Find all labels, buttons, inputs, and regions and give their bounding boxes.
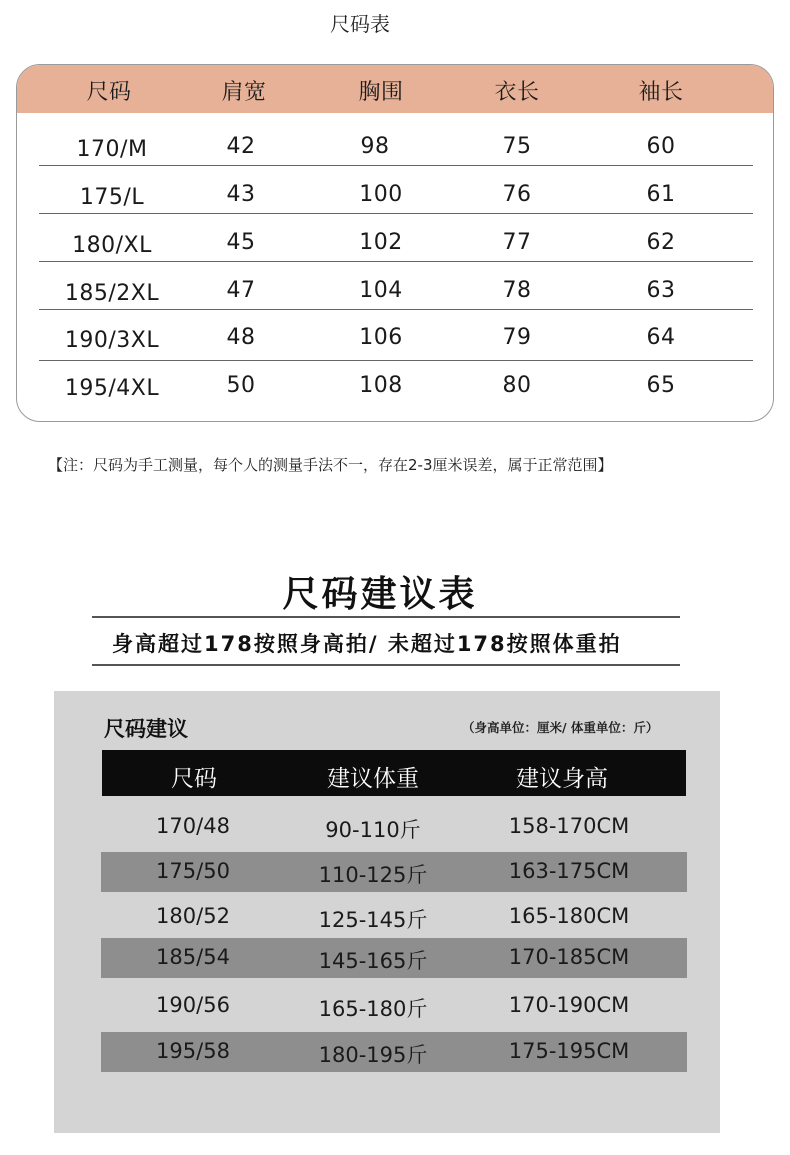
length-cell: 78 [502, 278, 532, 303]
shoulder-cell: 43 [226, 182, 256, 207]
height-cell: 170-185CM [508, 945, 630, 969]
height-cell: 163-175CM [508, 859, 630, 883]
length-cell: 76 [502, 182, 532, 207]
table-row [101, 897, 687, 937]
sleeve-cell: 60 [646, 134, 676, 159]
subtitle-bottom-rule [92, 664, 680, 666]
sleeve-cell: 65 [646, 373, 676, 398]
table-row [101, 852, 687, 892]
height-cell: 175-195CM [508, 1039, 630, 1063]
size-cell: 190/56 [156, 993, 230, 1017]
sleeve-cell: 64 [646, 325, 676, 350]
header-length: 衣长 [494, 80, 540, 105]
size-cell: 185/54 [156, 945, 230, 969]
shoulder-cell: 50 [226, 373, 256, 398]
size-chart-header-row [17, 65, 773, 113]
chest-cell: 108 [359, 373, 403, 398]
shoulder-cell: 45 [226, 230, 256, 255]
header-size: 尺码 [171, 766, 217, 792]
height-cell: 158-170CM [508, 814, 630, 838]
size-cell: 180/XL [72, 233, 152, 258]
row-divider [39, 309, 753, 310]
height-cell: 165-180CM [508, 904, 630, 928]
size-cell: 170/48 [156, 814, 230, 838]
subtitle-top-rule [92, 616, 680, 618]
size-cell: 190/3XL [64, 328, 160, 353]
recommendation-heading: 尺码建议 [104, 717, 188, 741]
size-cell: 170/M [76, 137, 148, 162]
table-row [101, 938, 687, 978]
row-divider [39, 261, 753, 262]
shoulder-cell: 48 [226, 325, 256, 350]
row-divider [39, 213, 753, 214]
recommendation-header-row [102, 750, 686, 796]
weight-cell: 125-145斤 [318, 908, 428, 932]
size-chart-title: 尺码表 [330, 12, 390, 36]
sleeve-cell: 61 [646, 182, 676, 207]
size-cell: 185/2XL [64, 281, 160, 306]
header-height: 建议身高 [516, 766, 608, 792]
size-cell: 195/4XL [64, 376, 160, 401]
header-chest: 胸围 [358, 80, 404, 105]
sleeve-cell: 63 [646, 278, 676, 303]
recommendation-title: 尺码建议表 [282, 574, 478, 615]
header-weight: 建议体重 [327, 766, 419, 792]
measurement-note: 【注：尺码为手工测量，每个人的测量手法不一，存在2-3厘米误差，属于正常范围】 [48, 456, 613, 474]
weight-cell: 110-125斤 [318, 863, 428, 887]
size-cell: 175/50 [156, 859, 230, 883]
shoulder-cell: 47 [226, 278, 256, 303]
header-sleeve: 袖长 [638, 80, 684, 105]
length-cell: 79 [502, 325, 532, 350]
chest-cell: 106 [359, 325, 403, 350]
sleeve-cell: 62 [646, 230, 676, 255]
size-cell: 175/L [79, 185, 145, 210]
table-row [101, 986, 687, 1026]
chest-cell: 100 [359, 182, 403, 207]
chest-cell: 104 [359, 278, 403, 303]
weight-cell: 165-180斤 [318, 997, 428, 1021]
size-chart-table [16, 64, 774, 422]
weight-cell: 180-195斤 [318, 1043, 428, 1067]
shoulder-cell: 42 [226, 134, 256, 159]
weight-cell: 90-110斤 [325, 818, 421, 842]
chest-cell: 102 [359, 230, 403, 255]
recommendation-subtitle: 身高超过178按照身高拍/ 未超过178按照体重拍 [112, 632, 622, 656]
row-divider [39, 360, 753, 361]
row-divider [39, 165, 753, 166]
height-cell: 170-190CM [508, 993, 630, 1017]
weight-cell: 145-165斤 [318, 949, 428, 973]
size-cell: 180/52 [156, 904, 230, 928]
chest-cell: 98 [360, 134, 390, 159]
length-cell: 80 [502, 373, 532, 398]
length-cell: 75 [502, 134, 532, 159]
header-size: 尺码 [86, 80, 132, 105]
header-shoulder: 肩宽 [221, 80, 267, 105]
table-row [101, 807, 687, 847]
length-cell: 77 [502, 230, 532, 255]
size-cell: 195/58 [156, 1039, 230, 1063]
unit-note: （身高单位：厘米/ 体重单位：斤） [462, 720, 659, 735]
table-row [101, 1032, 687, 1072]
